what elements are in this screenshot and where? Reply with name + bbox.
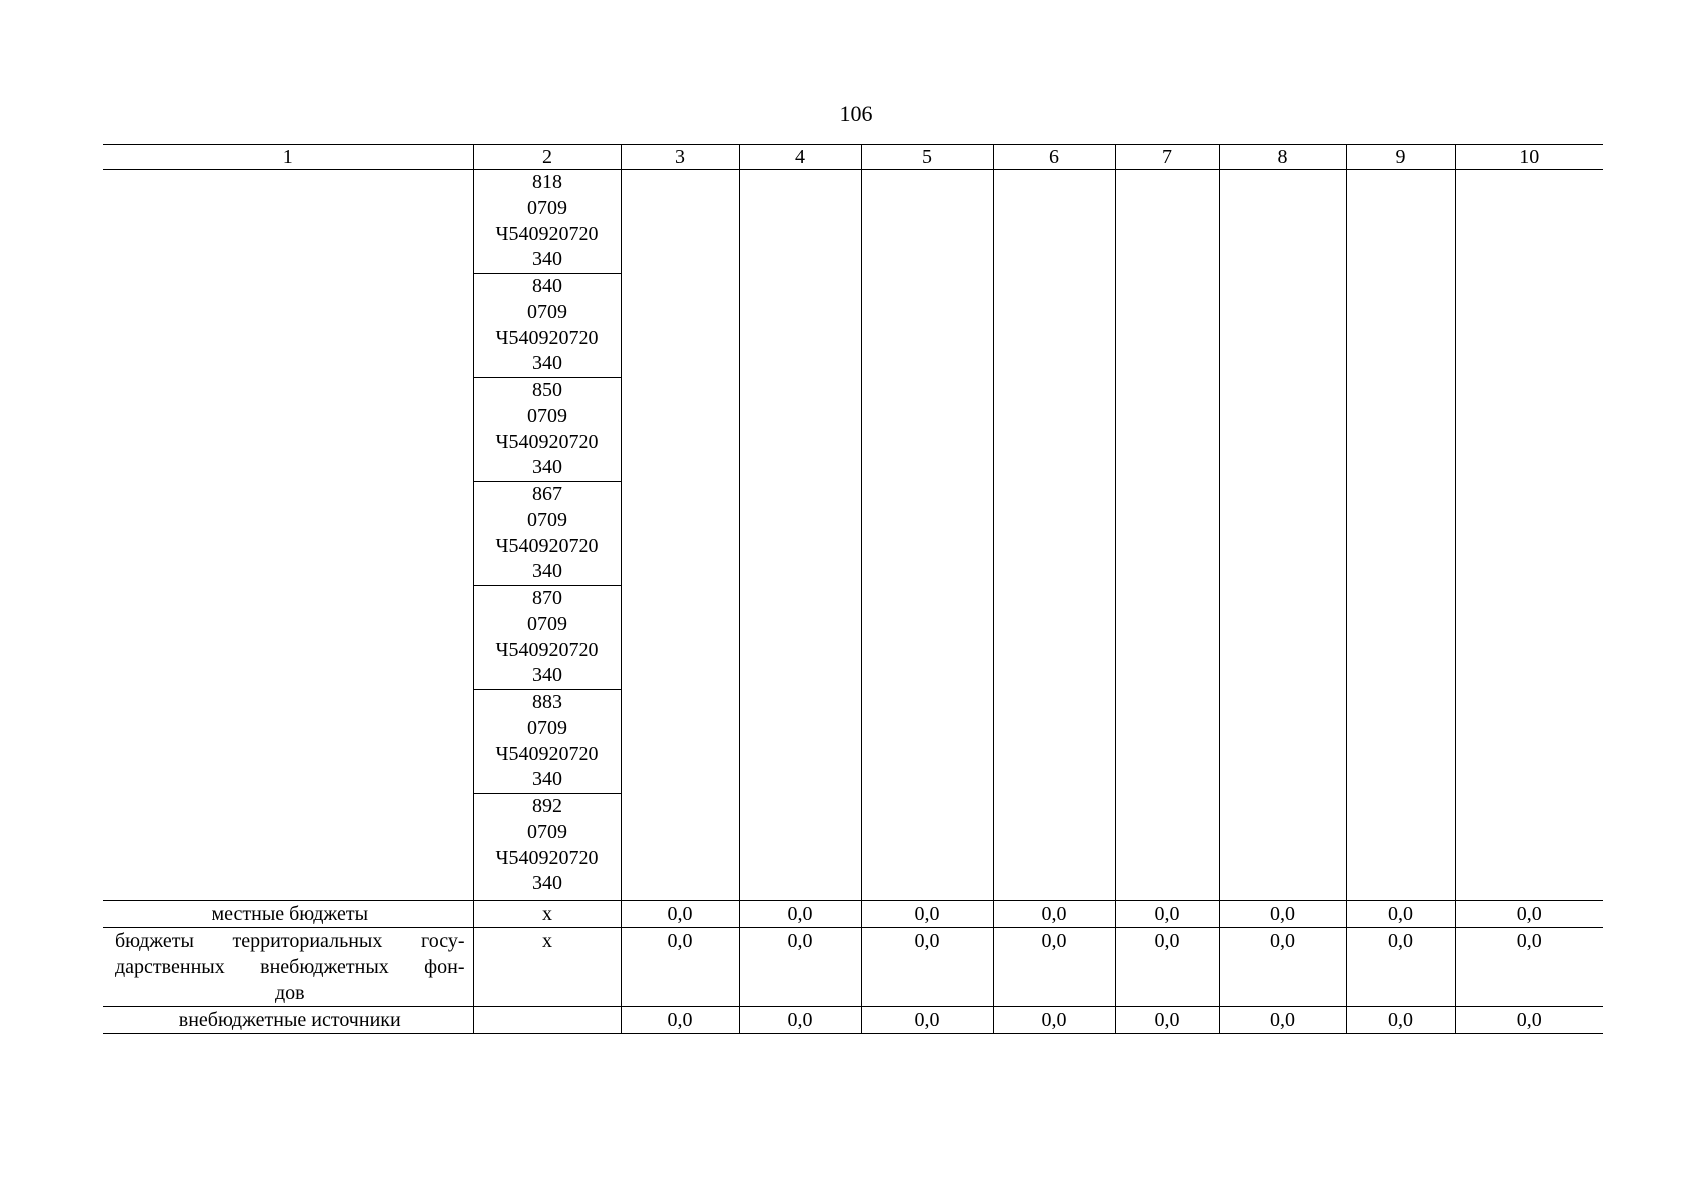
row-label-line: дов	[274, 982, 305, 1004]
empty-cell	[621, 170, 739, 901]
value-cell: 0,0	[993, 901, 1115, 928]
code-line: 340	[532, 664, 562, 687]
column-header: 9	[1346, 145, 1455, 170]
column-number-row	[103, 145, 1603, 170]
value-cell: 0,0	[993, 1007, 1115, 1034]
value-cell: 0,0	[621, 1007, 739, 1034]
value-cell: 0,0	[861, 901, 993, 928]
value-cell: 0,0	[1115, 928, 1219, 1007]
row-label-line: местные бюджеты	[211, 903, 369, 925]
code-line: 0709	[527, 612, 567, 635]
value-cell: 0,0	[1115, 1007, 1219, 1034]
empty-cell	[1455, 170, 1603, 901]
value-cell: 0,0	[861, 1007, 993, 1034]
value-cell: 0,0	[1115, 901, 1219, 928]
value-cell: 0,0	[739, 901, 861, 928]
code-line: 840	[532, 275, 562, 297]
value-cell: 0,0	[621, 901, 739, 928]
budget-code-block	[474, 690, 621, 794]
code-line: Ч540920720	[495, 534, 599, 557]
column-header: 2	[473, 145, 621, 170]
column-header: 8	[1219, 145, 1346, 170]
budget-code-block	[474, 586, 621, 690]
col2-cell: х	[473, 928, 621, 1007]
code-line: 0709	[527, 508, 567, 531]
budget-code-block	[474, 794, 621, 897]
row-label	[103, 928, 473, 1007]
code-line: 340	[532, 456, 562, 479]
value-cell: 0,0	[993, 928, 1115, 1007]
col2-cell	[473, 1007, 621, 1034]
code-line: Ч540920720	[495, 222, 599, 245]
value-cell: 0,0	[1346, 901, 1455, 928]
budget-code-block	[474, 482, 621, 586]
row-label	[103, 901, 473, 928]
value-cell: 0,0	[739, 928, 861, 1007]
code-line: 340	[532, 872, 562, 895]
empty-cell	[993, 170, 1115, 901]
code-line: Ч540920720	[495, 638, 599, 661]
empty-cell	[1219, 170, 1346, 901]
code-line: 818	[532, 171, 562, 193]
territorial-funds-row	[103, 928, 1603, 1007]
value-cell: 0,0	[1346, 928, 1455, 1007]
column-header: 1	[103, 145, 473, 170]
budget-code-block	[474, 274, 621, 378]
budget-table	[103, 144, 1603, 1034]
budget-codes-cell	[473, 170, 621, 901]
local-budgets-row	[103, 901, 1603, 928]
code-line: Ч540920720	[495, 430, 599, 453]
value-cell: 0,0	[1455, 1007, 1603, 1034]
budget-codes-row	[103, 170, 1603, 901]
extrabudgetary-row	[103, 1007, 1603, 1034]
code-line: 340	[532, 560, 562, 583]
value-cell: 0,0	[739, 1007, 861, 1034]
empty-cell	[1346, 170, 1455, 901]
value-cell: 0,0	[1346, 1007, 1455, 1034]
code-line: 867	[532, 483, 562, 505]
row-label-line: бюджеты территориальных госу-	[115, 930, 465, 952]
empty-cell	[739, 170, 861, 901]
code-line: 340	[532, 352, 562, 375]
column-header: 5	[861, 145, 993, 170]
column-header: 6	[993, 145, 1115, 170]
budget-code-block	[474, 170, 621, 274]
empty-cell	[103, 170, 473, 901]
code-line: 0709	[527, 300, 567, 323]
value-cell: 0,0	[621, 928, 739, 1007]
row-label	[103, 1007, 473, 1034]
page-number: 106	[839, 101, 873, 126]
value-cell: 0,0	[1219, 928, 1346, 1007]
code-line: 850	[532, 379, 562, 401]
code-line: Ч540920720	[495, 326, 599, 349]
value-cell: 0,0	[1455, 901, 1603, 928]
column-header: 7	[1115, 145, 1219, 170]
code-line: Ч540920720	[495, 742, 599, 765]
code-line: 0709	[527, 716, 567, 739]
column-header: 10	[1455, 145, 1603, 170]
column-header: 3	[621, 145, 739, 170]
row-label-line: дарственных внебюджетных фон-	[115, 956, 465, 978]
budget-code-block	[474, 378, 621, 482]
code-line: 0709	[527, 196, 567, 219]
code-line: Ч540920720	[495, 846, 599, 869]
empty-cell	[861, 170, 993, 901]
value-cell: 0,0	[1219, 901, 1346, 928]
code-line: 0709	[527, 820, 567, 843]
code-line: 870	[532, 587, 562, 609]
row-label-line: внебюджетные источники	[178, 1009, 401, 1031]
column-header: 4	[739, 145, 861, 170]
col2-cell: х	[473, 901, 621, 928]
value-cell: 0,0	[1219, 1007, 1346, 1034]
code-line: 883	[532, 691, 562, 713]
code-line: 892	[532, 795, 562, 817]
empty-cell	[1115, 170, 1219, 901]
code-line: 340	[532, 768, 562, 791]
code-line: 340	[532, 248, 562, 271]
value-cell: 0,0	[861, 928, 993, 1007]
code-line: 0709	[527, 404, 567, 427]
value-cell: 0,0	[1455, 928, 1603, 1007]
